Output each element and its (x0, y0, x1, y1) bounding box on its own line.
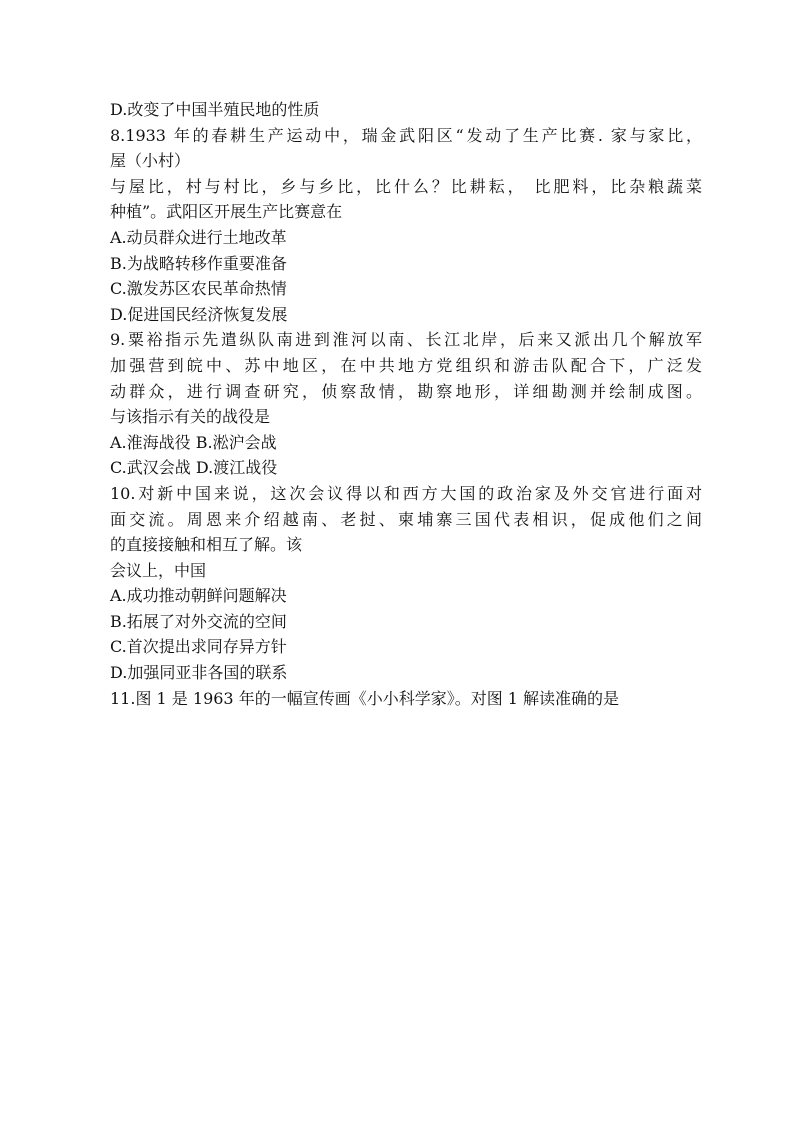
q10-option-d: D.加强同亚非各国的联系 (110, 663, 288, 683)
q9-options-ab: A.淮海战役 B.淞沪会战 (110, 432, 277, 452)
q8-option-b: B.为战略转移作重要准备 (110, 253, 287, 273)
q9-stem-line-3: 动群众，进行调查研究，侦察敌情，勘察地形，详细勘测并绘制成图。 (110, 381, 702, 401)
q9-stem-line-1: 9.粟裕指示先遣纵队南进到淮河以南、长江北岸，后来又派出几个解放军 (110, 330, 702, 350)
exam-text (110, 97, 702, 711)
q8-option-a: A.动员群众进行土地改革 (110, 227, 287, 247)
q10-stem-line-4: 会议上，中国 (110, 560, 207, 580)
q10-option-b: B.拓展了对外交流的空间 (110, 611, 287, 631)
q7-option-d: D.改变了中国半殖民地的性质 (110, 100, 320, 119)
q11-stem-line-1: 11.图 1 是 1963 年的一幅宣传画《小小科学家》。对图 1 解读准确的是 (110, 688, 620, 708)
q8-stem-line-2: 屋（小村） (110, 151, 191, 171)
q8-stem-line-4: 种植”。武阳区开展生产比赛意在 (110, 202, 343, 222)
q10-option-a: A.成功推动朝鲜问题解决 (110, 586, 287, 606)
q10-option-c: C.首次提出求同存异方针 (110, 637, 287, 657)
q8-stem-line-1: 8.1933 年的春耕生产运动中，瑞金武阳区“发动了生产比赛. 家与家比， (110, 125, 702, 145)
q9-stem-line-2: 加强营到皖中、苏中地区，在中共地方党组织和游击队配合下，广泛发 (110, 355, 702, 375)
q8-option-c: C.激发苏区农民革命热情 (110, 279, 287, 299)
q9-stem-line-4: 与该指示有关的战役是 (110, 407, 271, 427)
q10-stem-line-2: 面交流。周恩来介绍越南、老挝、柬埔寨三国代表相识，促成他们之间 (110, 509, 702, 529)
q10-stem-line-3: 的直接接触和相互了解。该 (110, 535, 303, 555)
q8-option-d: D.促进国民经济恢复发展 (110, 304, 288, 324)
q9-options-cd: C.武汉会战 D.渡江战役 (110, 458, 278, 478)
q8-stem-line-3: 与屋比，村与村比，乡与乡比，比什么？比耕耘， 比肥料，比杂粮蔬菜 (110, 176, 702, 196)
q10-stem-line-1: 10.对新中国来说，这次会议得以和西方大国的政治家及外交官进行面对 (110, 483, 702, 503)
